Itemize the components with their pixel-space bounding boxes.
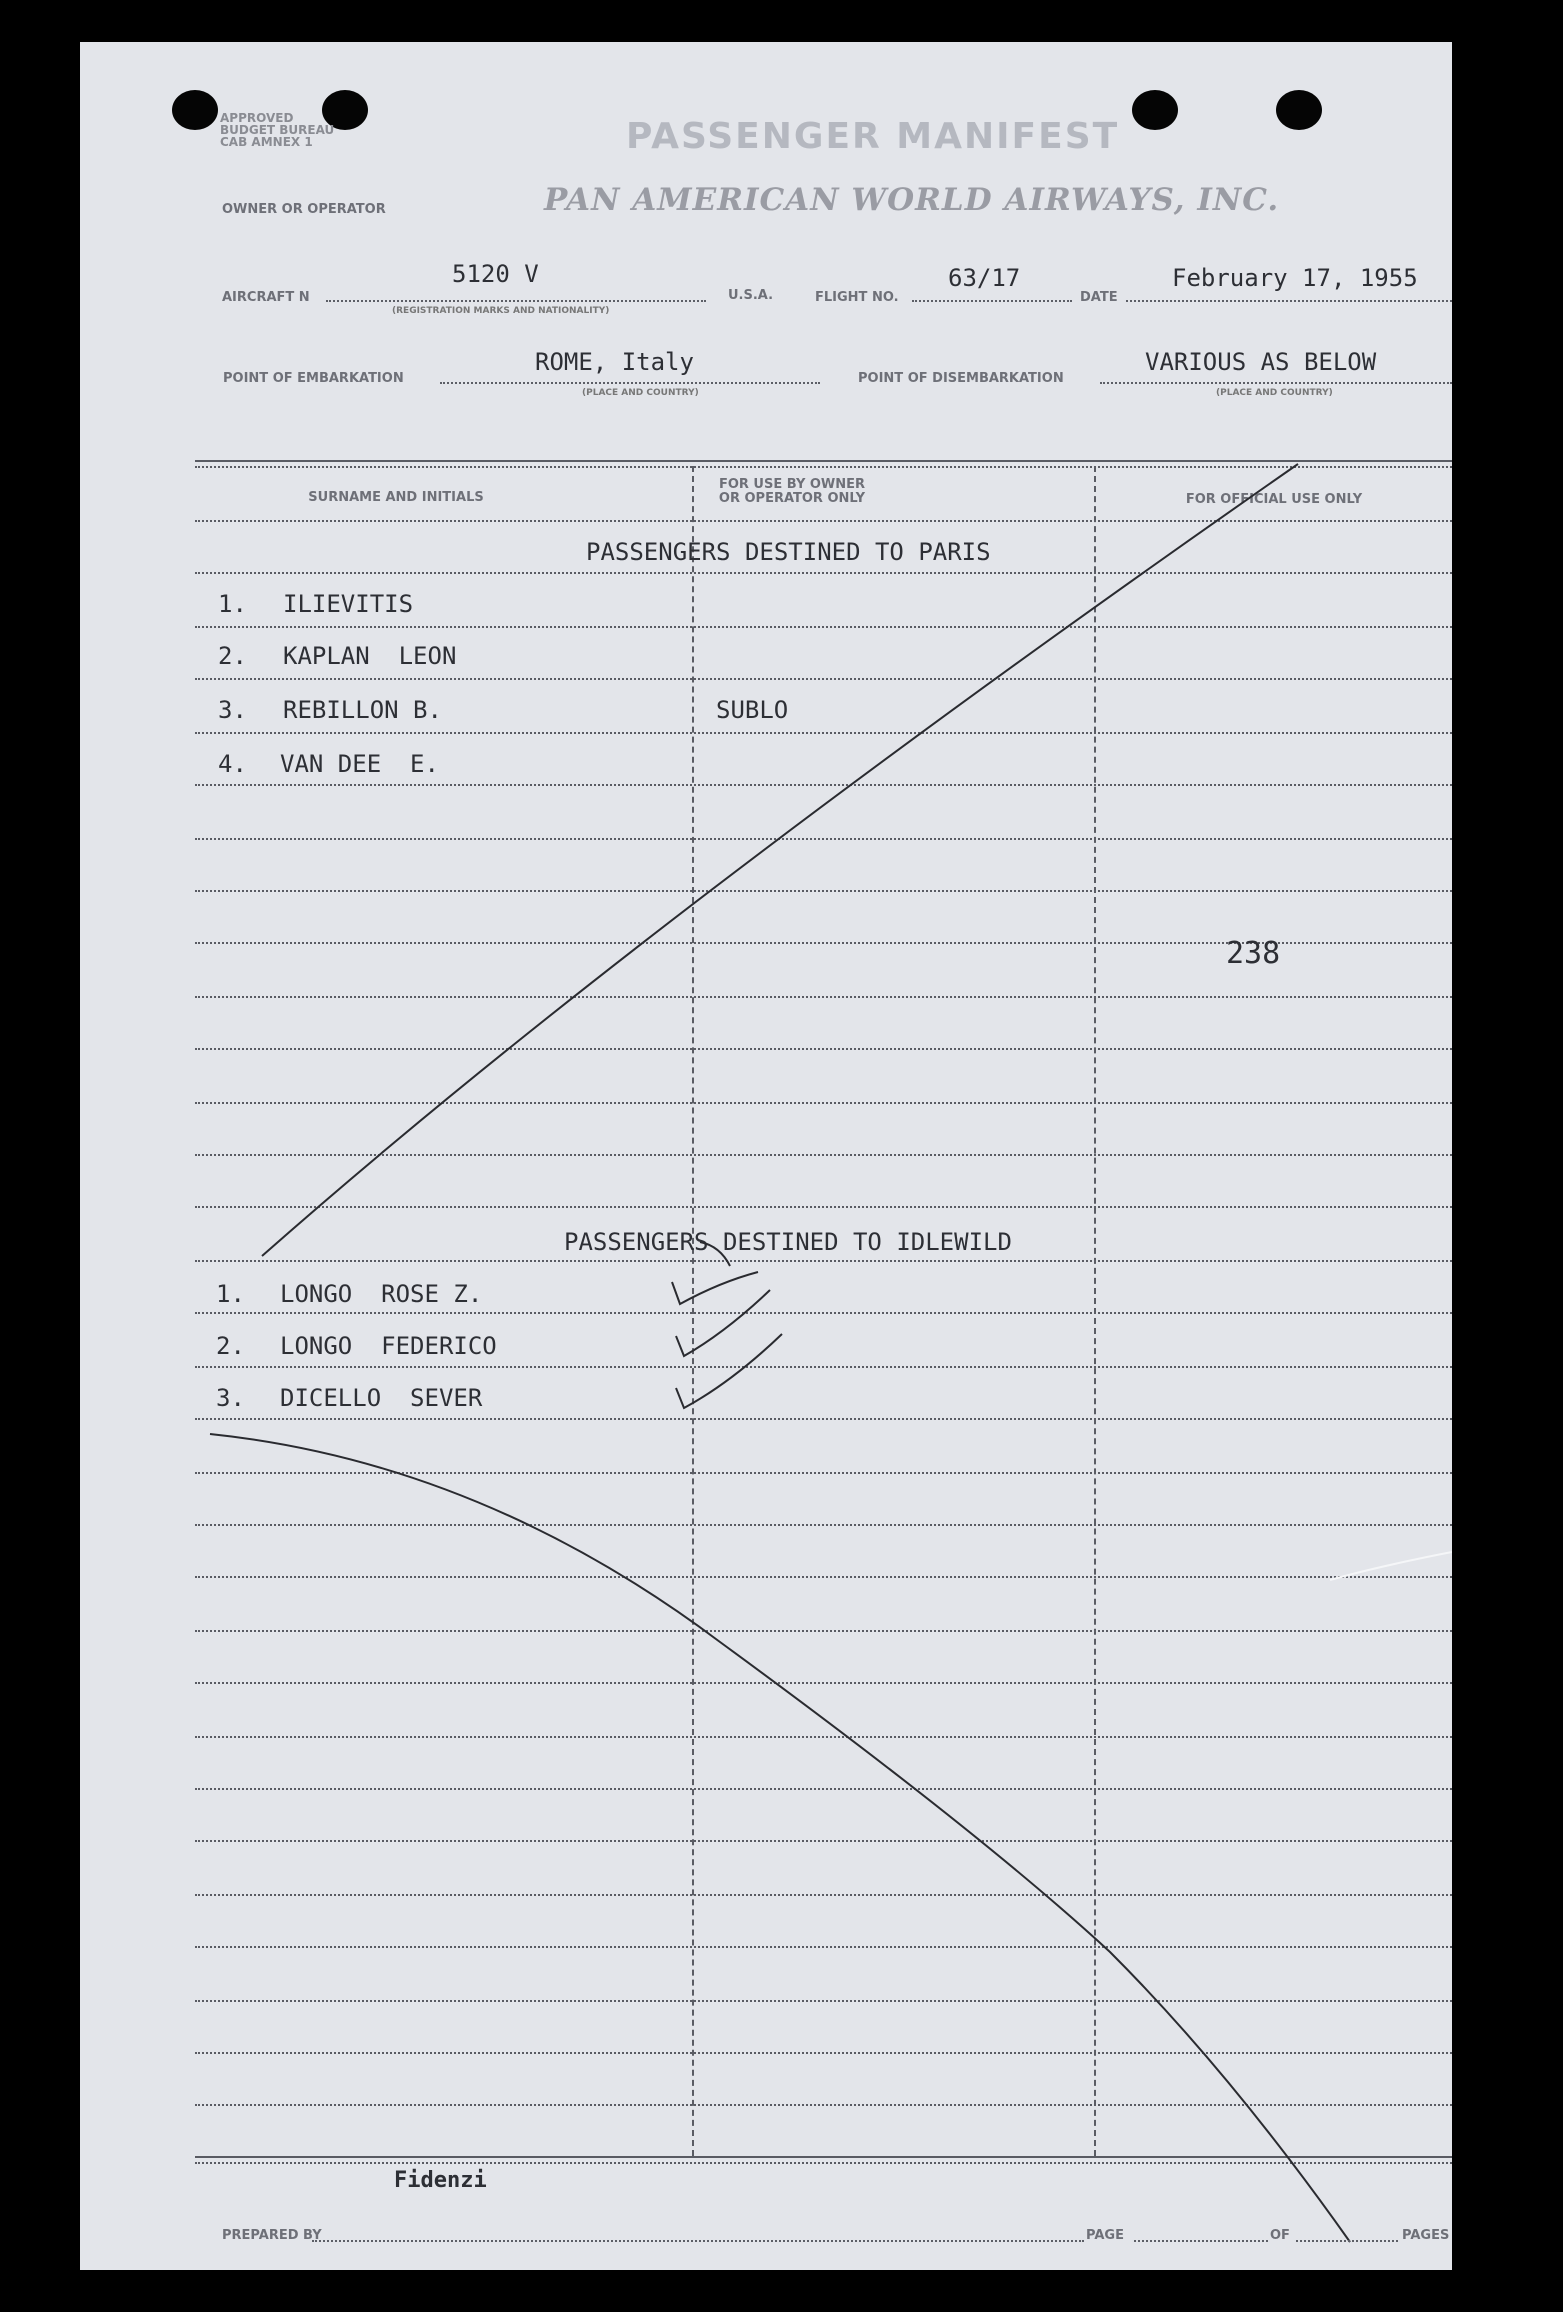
passenger-name: VAN DEE E. (280, 750, 439, 778)
check-mark (676, 1334, 782, 1408)
aircraft-label: AIRCRAFT N (222, 290, 310, 305)
passenger-name: ILIEVITIS (283, 590, 414, 618)
column-header-official-use: FOR OFFICIAL USE ONLY (1185, 492, 1363, 507)
pages-label: PAGES (1402, 2228, 1450, 2243)
prepared-by-line (312, 2240, 1084, 2242)
embark-note: (PLACE AND COUNTRY) (582, 388, 699, 398)
operator-note: SUBLO (716, 696, 789, 724)
check-mark (672, 1272, 758, 1304)
of-label: OF (1270, 2228, 1290, 2243)
passenger-name: DICELLO SEVER (280, 1384, 483, 1412)
aircraft-value: 5120 V (452, 260, 539, 288)
embark-value: ROME, Italy (535, 348, 694, 376)
section-heading-paris: PASSENGERS DESTINED TO PARIS (586, 538, 991, 566)
approval-stamp-line: CAB AMNEX 1 (220, 135, 313, 149)
page-line (1134, 2240, 1268, 2242)
embark-label: POINT OF EMBARKATION (223, 371, 404, 386)
usa-label: U.S.A. (728, 288, 774, 303)
operator-name: PAN AMERICAN WORLD AIRWAYS, INC. (544, 182, 1280, 218)
approval-stamp-line: APPROVED (220, 111, 294, 125)
flight-value: 63/17 (948, 264, 1021, 292)
paper-scratch (1330, 1552, 1452, 1580)
disembark-label: POINT OF DISEMBARKATION (858, 371, 1064, 386)
column-header-owner-use-line: FOR USE BY OWNER (718, 477, 866, 492)
passenger-name: KAPLAN LEON (283, 642, 457, 670)
official-number: 238 (1226, 936, 1281, 971)
date-value: February 17, 1955 (1172, 264, 1418, 292)
check-mark (676, 1290, 770, 1356)
passenger-number: 3. (216, 1384, 245, 1412)
strike-through-line (262, 464, 1298, 1256)
page-label: PAGE (1086, 2228, 1124, 2243)
approval-stamp-line: BUDGET BUREAU (220, 123, 335, 137)
manifest-page (80, 42, 1452, 2270)
column-header-surname: SURNAME AND INITIALS (308, 490, 484, 505)
passenger-number: 3. (218, 696, 247, 724)
passenger-number: 1. (218, 590, 247, 618)
disembark-note: (PLACE AND COUNTRY) (1216, 388, 1333, 398)
passenger-number: 2. (218, 642, 247, 670)
strike-through-curve (210, 1434, 1350, 2242)
passenger-number: 2. (216, 1332, 245, 1360)
flight-label: FLIGHT NO. (815, 290, 899, 305)
disembark-value: VARIOUS AS BELOW (1145, 348, 1377, 376)
passenger-number: 4. (218, 750, 247, 778)
section-heading-idlewild: PASSENGERS DESTINED TO IDLEWILD (564, 1228, 1012, 1256)
owner-label: OWNER OR OPERATOR (222, 202, 386, 217)
form-title: PASSENGER MANIFEST (626, 116, 1120, 157)
passenger-name: LONGO ROSE Z. (280, 1280, 483, 1308)
preparer-name: Fidenzi (394, 2168, 487, 2193)
column-header-owner-use-line: OR OPERATOR ONLY (718, 491, 866, 506)
passenger-name: LONGO FEDERICO (280, 1332, 497, 1360)
date-label: DATE (1080, 290, 1118, 305)
pen-marks (80, 42, 1452, 2270)
registration-note: (REGISTRATION MARKS AND NATIONALITY) (392, 306, 610, 316)
passenger-number: 1. (216, 1280, 245, 1308)
passenger-name: REBILLON B. (283, 696, 442, 724)
prepared-by-label: PREPARED BY (222, 2228, 322, 2243)
of-line (1296, 2240, 1398, 2242)
check-mark (700, 1242, 730, 1266)
